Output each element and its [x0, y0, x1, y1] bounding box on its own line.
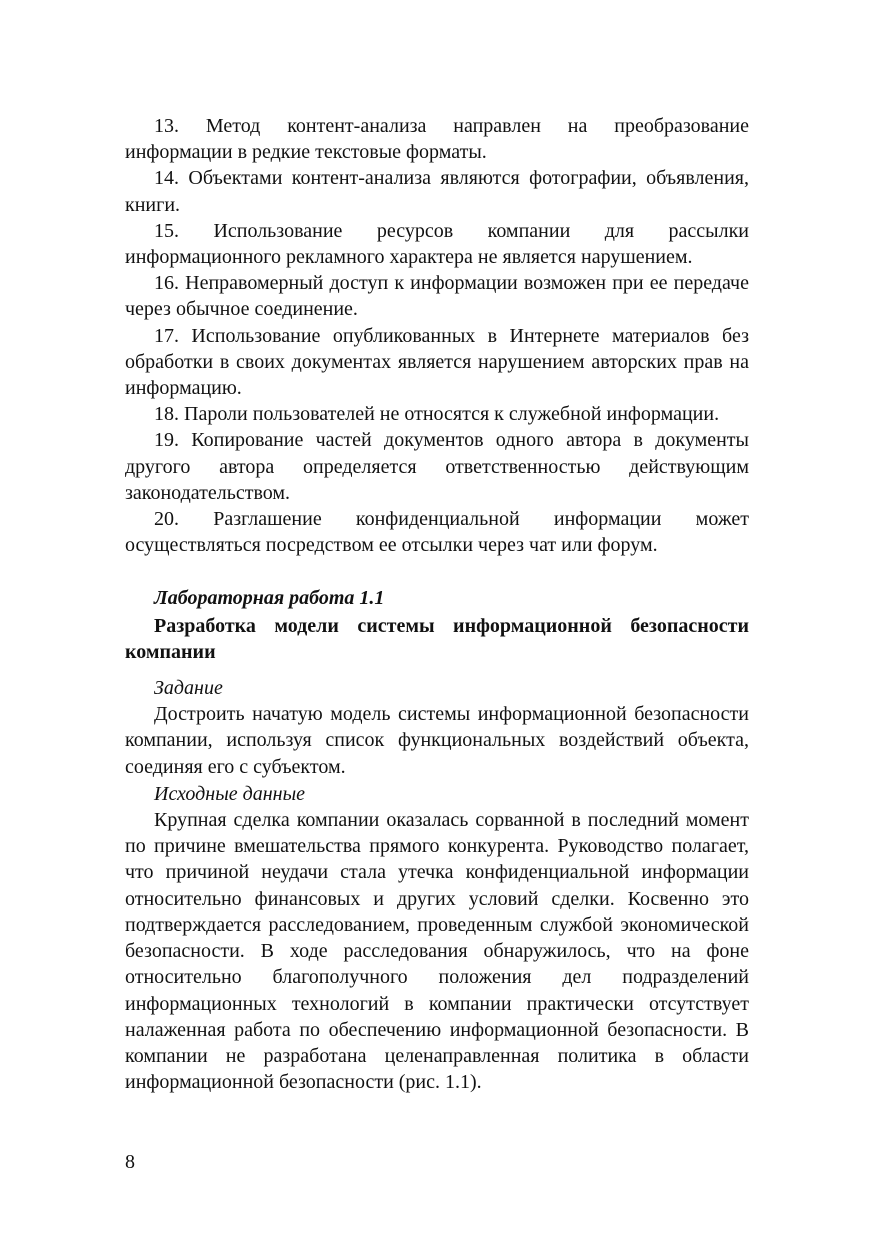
question-20: 20. Разглашение конфиденциальной информации может осуществляться посредством ее отсылки через чат или форум.	[125, 508, 749, 557]
question-13: 13. Метод контент-анализа направлен на преобразование информации в редкие текстовые форматы.	[125, 115, 749, 164]
task-text: Достроить начатую модель системы информационной безопасности компании, используя список функциональных воздействий объекта, соединяя его с субъектом.	[125, 703, 749, 778]
source-text: Крупная сделка компании оказалась сорванной в последний момент по причине вмешательства прямого конкурента. Руководство полагает, что причиной неудачи стала утечка конфиденциальной информации относительно финансовых и других условий сделки. Косвенно это подтверждается расследованием, проведенным службой экономической безопасности. В ходе расследования обнаружилось, что на фоне относительно благополучного положения дел подразделений информационных технологий в компании практически отсутствует налаженная работа по обеспечению информационной безопасности. В компании не разработана целенаправленная политика в области информационной безопасности (рис. 1.1).	[125, 809, 749, 1094]
question-19: 19. Копирование частей документов одного автора в документы другого автора определяется ответственностью действующим законодательством.	[125, 429, 749, 504]
question-18: 18. Пароли пользователей не относятся к служебной информации.	[154, 403, 720, 426]
question-16: 16. Неправомерный доступ к информации возможен при ее передаче через обычное соединение.	[125, 272, 749, 321]
questions-list	[125, 113, 749, 558]
page-number: 8	[125, 1151, 135, 1173]
source-heading: Исходные данные	[154, 782, 306, 805]
task-heading: Задание	[154, 677, 223, 700]
question-14: 14. Объектами контент-анализа являются фотографии, объявления, книги.	[125, 167, 749, 216]
lab-title: Разработка модели системы информационной безопасности компании	[125, 614, 749, 663]
lab-label: Лабораторная работа 1.1	[154, 587, 385, 610]
page-body	[125, 113, 749, 1095]
question-15: 15. Использование ресурсов компании для рассылки информационного рекламного характера не является нарушением.	[125, 219, 749, 269]
question-17: 17. Использование опубликованных в Интернете материалов без обработки в своих документах является нарушением авторских прав на информацию.	[125, 324, 749, 400]
